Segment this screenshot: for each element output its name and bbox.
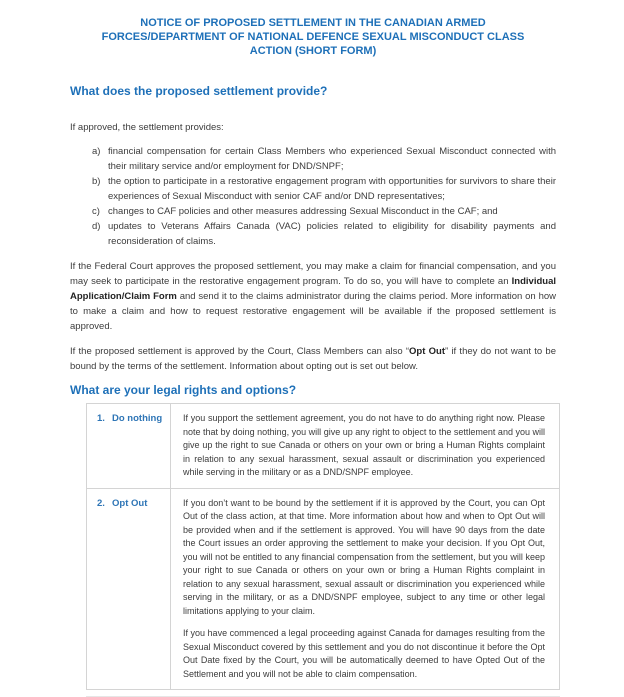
list-item-text: the option to participate in a restorative engagement program with opportunities for survivors to share their experiences of Sexual Misconduct with senior CAF and/or DND representatives; <box>108 176 556 202</box>
list-item-marker: a) <box>92 146 101 157</box>
document-title <box>70 16 556 58</box>
list-item-marker: c) <box>92 206 100 217</box>
claim-process-text: If the Federal Court approves the proposed settlement, you may make a claim for financial compensation, and you may seek to participate in the restorative engagement program. To do so, you will have to complete an <box>70 261 556 287</box>
title-line: ACTION (SHORT FORM) <box>249 45 377 57</box>
option-paragraph: If you support the settlement agreement, you do not have to do anything right now. Please note that by doing nothing, you will give up any right to object to the settlement and you will give up the right to sue Canada or others on your own or bring a Human Rights complaint in relation to any sexual harassment, sexual assault or discrimination you experienced while serving in the military or as a DND/SNPF employee. <box>183 413 545 477</box>
benefits-list <box>70 144 556 249</box>
option-number: 1. <box>97 413 105 424</box>
option-paragraph: If you don’t want to be bound by the settlement if it is approved by the Court, you can Opt Out of the class action, at that time. More information about how and when to Opt Out will be provided when and if the settlement is approved. You will have 90 days from the date the Court issues an order approving the settlement to make your decision. If you Opt Out, you will not be entitled to any financial compensation from the settlement, but you will keep your right to sue Canada or others on your own or bring a Human Rights complaint in relation to any sexual harassment, sexual assault or discrimination you experienced while serving in the military, or as a DND/SNPF employee, subject to any time or other legal limitations applying to your claim. <box>183 497 545 616</box>
section-heading-provide: What does the proposed settlement provide? <box>70 84 328 98</box>
option-label-cell <box>87 404 171 489</box>
option-label: Opt Out <box>112 497 148 509</box>
list-item-marker: d) <box>92 221 101 232</box>
claim-form-name: Individual Application/Claim Form <box>70 276 556 302</box>
list-item <box>70 174 556 204</box>
opt-out-notice-paragraph <box>70 344 556 374</box>
list-item <box>70 204 556 219</box>
option-label-cell <box>87 488 171 690</box>
list-item <box>70 219 556 249</box>
legal-options-table <box>86 403 560 690</box>
section-heading-rights: What are your legal rights and options? <box>70 383 297 397</box>
claim-process-paragraph <box>70 259 556 334</box>
option-text-cell <box>171 404 560 489</box>
list-item-text: updates to Veterans Affairs Canada (VAC) policies related to eligibility for disability payments and reconsideration of claims. <box>108 221 556 247</box>
option-row-do-nothing <box>87 404 560 489</box>
claim-process-text: and send it to the claims administrator during the claims period. More information on how to make a claim and how to request restorative engagement will be available if the proposed settlement is approved. <box>70 291 556 332</box>
option-label: Do nothing <box>112 413 163 424</box>
opt-out-term: Opt Out <box>409 346 446 357</box>
option-row-opt-out <box>87 488 560 690</box>
list-item-text: financial compensation for certain Class Members who experienced Sexual Misconduct connected with their military service and/or employment for DND/SNPF; <box>108 146 556 172</box>
opt-out-notice-text: ” if they do not want to be bound by the terms of the settlement. Information about opting out is set out below. <box>70 346 556 372</box>
title-line: NOTICE OF PROPOSED SETTLEMENT IN THE CANADIAN ARMED <box>140 17 486 29</box>
list-item-marker: b) <box>92 176 101 187</box>
option-text-cell <box>171 488 560 690</box>
title-line: FORCES/DEPARTMENT OF NATIONAL DEFENCE SEXUAL MISCONDUCT CLASS <box>101 31 525 43</box>
option-paragraph: If you have commenced a legal proceeding against Canada for damages resulting from the Sexual Misconduct covered by this settlement and you do not discontinue it before the Opt Out Date fixed by the Court, you will be automatically deemed to have Opted Out of the Settlement and you will not be able to claim compensation. <box>183 628 545 679</box>
list-item <box>70 144 556 174</box>
opt-out-notice-text: If the proposed settlement is approved by the Court, Class Members can also “ <box>70 346 410 357</box>
option-number: 2. <box>97 497 105 509</box>
intro-paragraph: If approved, the settlement provides: <box>70 122 224 133</box>
list-item-text: changes to CAF policies and other measures addressing Sexual Misconduct in the CAF; and <box>108 206 498 217</box>
